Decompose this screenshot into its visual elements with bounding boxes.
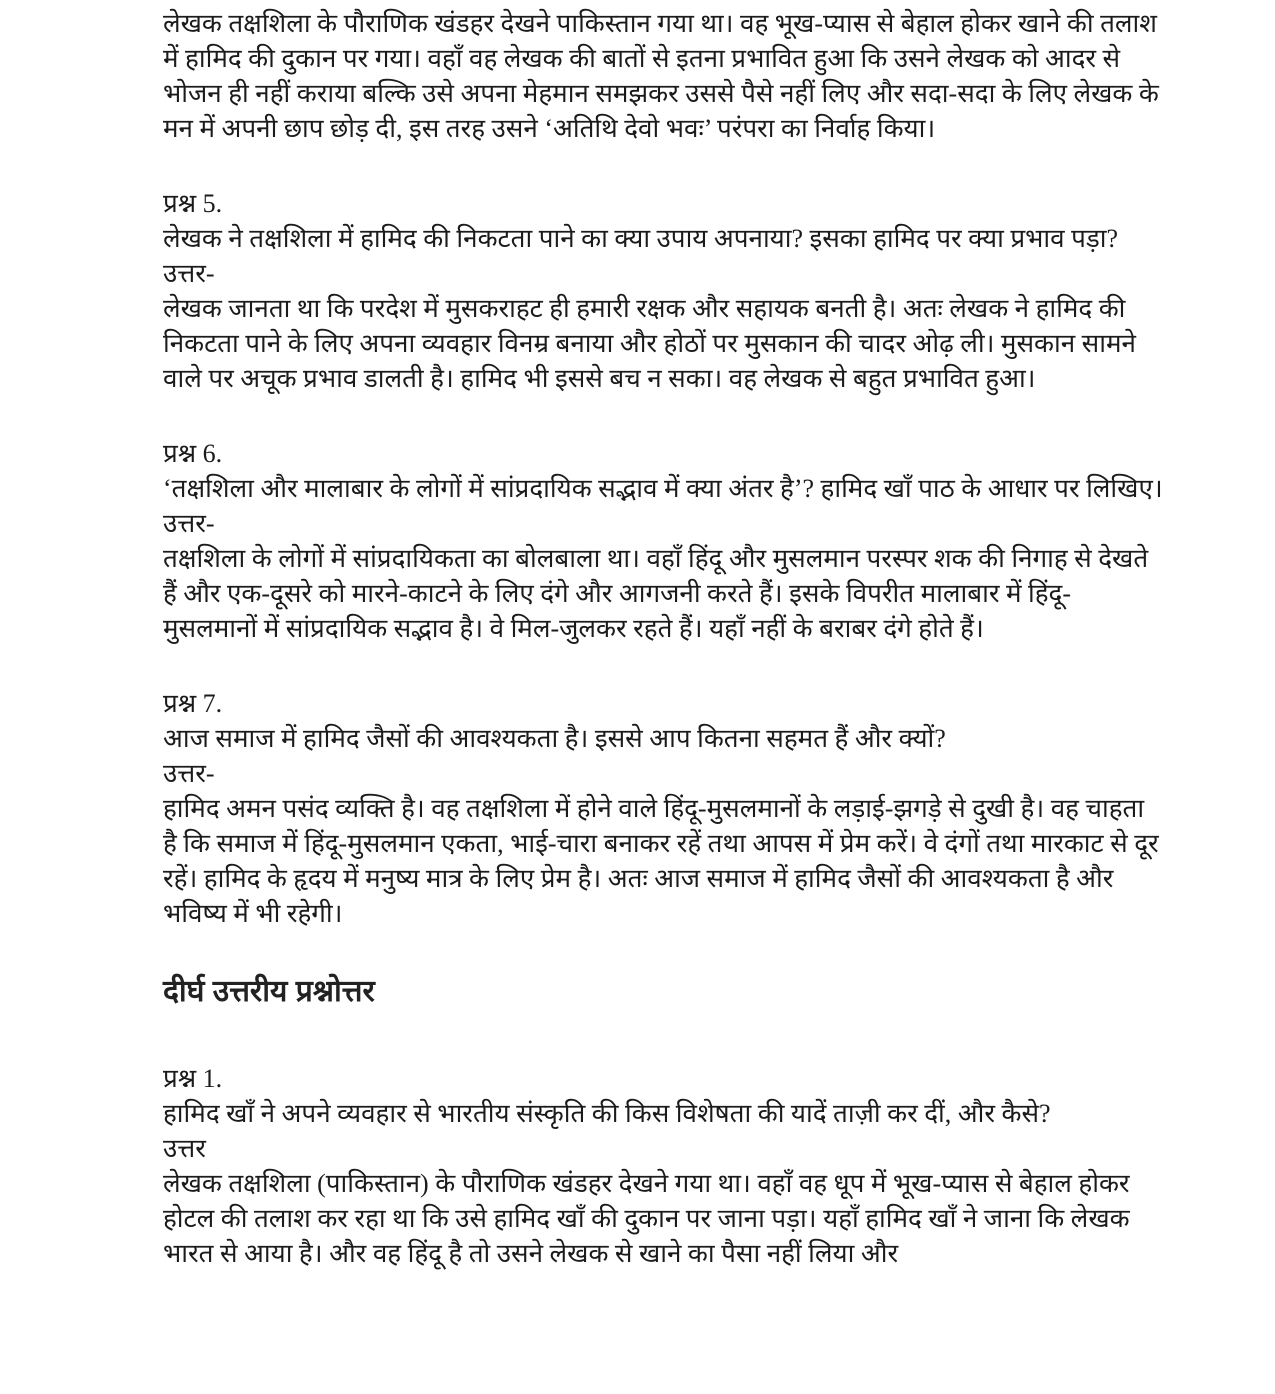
qa-block-q6 bbox=[163, 436, 1163, 646]
question-text: हामिद खाँ ने अपने व्यवहार से भारतीय संस्कृति की किस विशेषता की यादें ताज़ी कर दीं, और कैसे? bbox=[163, 1099, 1051, 1128]
question-number: प्रश्न 6. bbox=[163, 439, 223, 468]
answer-label: उत्तर- bbox=[163, 759, 215, 788]
answer-text: हामिद अमन पसंद व्यक्ति है। वह तक्षशिला में होने वाले हिंदू-मुसलमानों के लड़ाई-झगड़े से दुखी है। वह चाहता है कि समाज में हिंदू-मुसलमान एकता, भाई-चारा बनाकर रहें तथा आपस में प्रेम करें। वे दंगों तथा मारकाट से दूर रहें। हामिद के हृदय में मनुष्य मात्र के लिए प्रेम है। अतः आज समाज में हामिद जैसों की आवश्यकता है और भविष्य में भी रहेगी। bbox=[163, 794, 1159, 928]
answer-label: उत्तर- bbox=[163, 509, 215, 538]
intro-paragraph bbox=[163, 6, 1163, 146]
question-number: प्रश्न 5. bbox=[163, 189, 223, 218]
qa-block-q5 bbox=[163, 186, 1163, 396]
answer-label: उत्तर- bbox=[163, 259, 215, 288]
question-number: प्रश्न 1. bbox=[163, 1064, 223, 1093]
qa-block-q7 bbox=[163, 686, 1163, 931]
answer-text: तक्षशिला के लोगों में सांप्रदायिकता का बोलबाला था। वहाँ हिंदू और मुसलमान परस्पर शक की निगाह से देखते हैं और एक-दूसरे को मारने-काटने के लिए दंगे और आगजनी करते हैं। इसके विपरीत मालाबार में हिंदू-मुसलमानों में सांप्रदायिक सद्भाव है। वे मिल-जुलकर रहते हैं। यहाँ नहीं के बराबर दंगे होते हैं। bbox=[163, 544, 1149, 643]
section-heading: दीर्घ उत्तरीय प्रश्नोत्तर bbox=[163, 975, 375, 1008]
answer-text: लेखक तक्षशिला (पाकिस्तान) के पौराणिक खंडहर देखने गया था। वहाँ वह धूप में भूख-प्यास से बेहाल होकर होटल की तलाश कर रहा था कि उसे हामिद खाँ की दुकान पर जाना पड़ा। यहाँ हामिद खाँ ने जाना कि लेखक भारत से आया है। और वह हिंदू है तो उसने लेखक से खाने का पैसा नहीं लिया और bbox=[163, 1169, 1130, 1268]
question-text: लेखक ने तक्षशिला में हामिद की निकटता पाने का क्या उपाय अपनाया? इसका हामिद पर क्या प्रभाव पड़ा? bbox=[163, 224, 1119, 253]
answer-label: उत्तर bbox=[163, 1134, 206, 1163]
qa-block-long-q1 bbox=[163, 1061, 1163, 1271]
question-text: आज समाज में हामिद जैसों की आवश्यकता है। इससे आप कितना सहमत हैं और क्यों? bbox=[163, 724, 946, 753]
answer-text: लेखक जानता था कि परदेश में मुसकराहट ही हमारी रक्षक और सहायक बनती है। अतः लेखक ने हामिद की निकटता पाने के लिए अपना व्यवहार विनम्र बनाया और होठों पर मुसकान की चादर ओढ़ ली। मुसकान सामने वाले पर अचूक प्रभाव डालती है। हामिद भी इससे बच न सका। वह लेखक से बहुत प्रभावित हुआ। bbox=[163, 294, 1136, 393]
question-number: प्रश्न 7. bbox=[163, 689, 223, 718]
intro-text: लेखक तक्षशिला के पौराणिक खंडहर देखने पाकिस्तान गया था। वह भूख-प्यास से बेहाल होकर खाने की तलाश में हामिद की दुकान पर गया। वहाँ वह लेखक की बातों से इतना प्रभावित हुआ कि उसने लेखक को आदर से भोजन ही नहीं कराया बल्कि उसे अपना मेहमान समझकर उससे पैसे नहीं लिए और सदा-सदा के लिए लेखक के मन में अपनी छाप छोड़ दी, इस तरह उसने ‘अतिथि देवो भवः’ परंपरा का निर्वाह किया। bbox=[163, 9, 1159, 143]
question-text: ‘तक्षशिला और मालाबार के लोगों में सांप्रदायिक सद्भाव में क्या अंतर है’? हामिद खाँ पाठ के आधार पर लिखिए। bbox=[163, 474, 1163, 503]
